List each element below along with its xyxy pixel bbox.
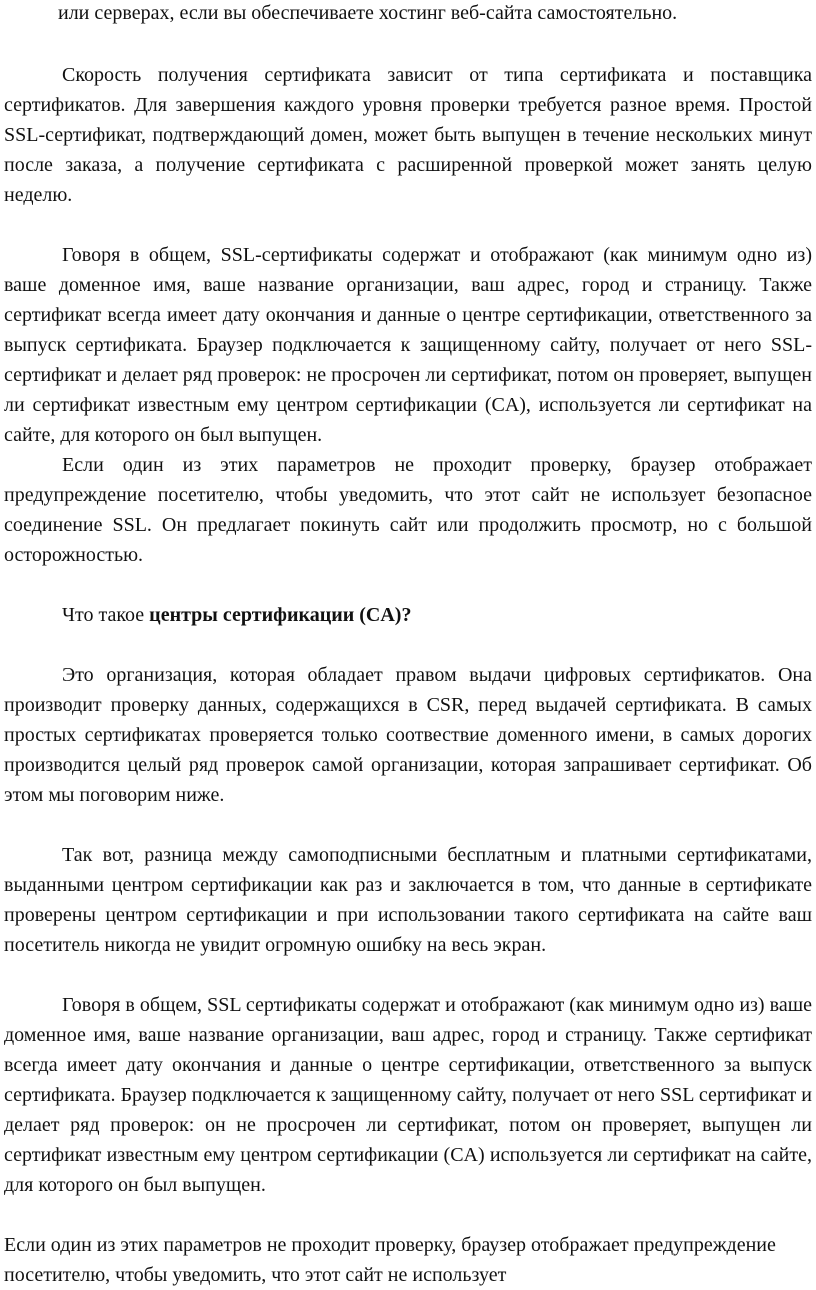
paragraph-ca-definition: Это организация, которая обладает правом выдачи цифровых сертификатов. Она производит проверку данных, содержащихся в CSR, перед выдачей сертификата. В самых простых сертификатах проверяется только соотвествие доменного имени, в самых дорогих производится целый ряд проверок самой организации, которая запрашивает сертификат. Об этом мы поговорим ниже. bbox=[4, 664, 812, 806]
heading-prefix: Что такое bbox=[62, 604, 150, 626]
section-heading bbox=[4, 600, 812, 630]
heading-bold: центры сертификации (CA)? bbox=[149, 604, 412, 626]
paragraph-certificate-speed: Скорость получения сертификата зависит от типа сертификата и поставщика сертификатов. Для завершения каждого уровня проверки требуется разное время. Простой SSL-сертификат, подтверждающий домен, может быть выпущен в течение нескольких минут после заказа, а получение сертификата с расширенной проверкой может занять целую неделю. bbox=[4, 64, 812, 206]
paragraph-ssl-contents-repeat: Говоря в общем, SSL сертификаты содержат и отображают (как минимум одно из) ваше доменное имя, ваше название организации, ваш адрес, город и страницу. Также сертификат всегда имеет дату окончания и данные о центре сертификации, ответственного за выпуск сертификата. Браузер подключается к защищенному сайту, получает от него SSL сертификат и делает ряд проверок: он не просрочен ли сертификат, потом он проверяет, выпущен ли сертификат известным ему центром сертификации (CA) используется ли сертификат на сайте, для которого он был выпущен. bbox=[4, 994, 812, 1196]
paragraph-ssl-contents: Говоря в общем, SSL-сертификаты содержат и отображают (как минимум одно из) ваше доменное имя, ваше название организации, ваш адрес, город и страницу. Также сертификат всегда имеет дату окончания и данные о центре сертификации, ответственного за выпуск сертификата. Браузер подключается к защищенному сайту, получает от него SSL-сертификат и делает ряд проверок: не просрочен ли сертификат, потом он проверяет, выпущен ли сертификат известным ему центром сертификации (CA), используется ли сертификат на сайте, для которого он был выпущен. bbox=[4, 244, 812, 446]
paragraph-self-signed-difference: Так вот, разница между самоподписными бесплатным и платными сертификатами, выданными центром сертификации как раз и заключается в том, что данные в сертификате проверены центром сертификации и при использовании такого сертификата на сайте ваш посетитель никогда не увидит огромную ошибку на весь экран. bbox=[4, 844, 812, 956]
paragraph-browser-warning: Если один из этих параметров не проходит проверку, браузер отображает предупреждение посетителю, чтобы уведомить, что этот сайт не использует безопасное соединение SSL. Он предлагает покинуть сайт или продолжить просмотр, но с большой осторожностью. bbox=[4, 454, 812, 566]
paragraph-browser-warning-repeat: Если один из этих параметров не проходит проверку, браузер отображает предупреждение посетителю, чтобы уведомить, что этот сайт не использует bbox=[4, 1234, 776, 1286]
paragraph-continuation: или серверах, если вы обеспечиваете хостинг веб-сайта самостоятельно. bbox=[58, 2, 678, 24]
